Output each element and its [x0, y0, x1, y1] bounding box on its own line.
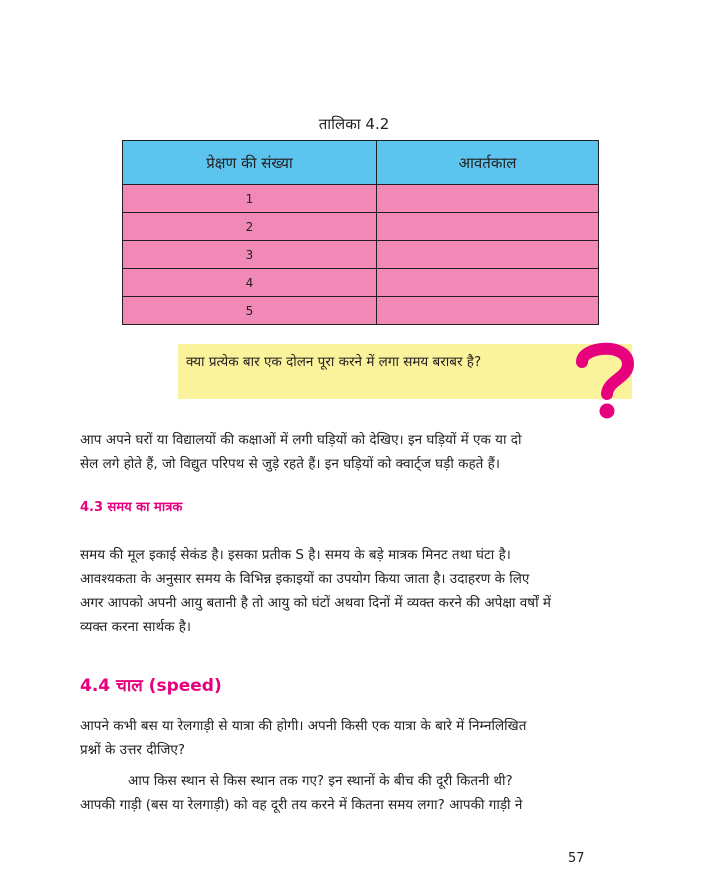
table-header-row: [123, 141, 599, 185]
question-mark-icon: [572, 340, 638, 420]
text-line-content: आप किस स्थान से किस स्थान तक गए? इन स्थानों के बीच की दूरी कितनी थी?: [128, 773, 513, 789]
section-heading-4-3: 4.3 समय का मात्रक: [80, 500, 183, 515]
table-row: [123, 269, 599, 297]
table-row: [123, 241, 599, 269]
text-line: व्यक्त करना सार्थक है।: [80, 619, 192, 635]
header-time-period: आवर्तकाल: [377, 141, 599, 185]
time-period-cell: [377, 297, 599, 325]
text-line: आवश्यकता के अनुसार समय के विभिन्न इकाइयों का उपयोग किया जाता है। उदाहरण के लिए: [80, 571, 530, 587]
table-row: [123, 297, 599, 325]
text-line: अगर आपको अपनी आयु बतानी है तो आयु को घंटों अथवा दिनों में व्यक्त करने की अपेक्षा वर्षों में: [80, 595, 551, 611]
header-observation-number: प्रेक्षण की संख्या: [123, 141, 377, 185]
text-line: [80, 769, 632, 793]
time-period-cell: [377, 185, 599, 213]
time-period-cell: [377, 213, 599, 241]
observation-number-cell: 4: [123, 269, 377, 297]
observation-table: [122, 140, 599, 325]
text-line: आपकी गाड़ी (बस या रेलगाड़ी) को वह दूरी तय करने में कितना समय लगा? आपकी गाड़ी ने: [80, 797, 523, 813]
time-period-cell: [377, 269, 599, 297]
table-caption: तालिका 4.2: [318, 115, 390, 133]
observation-number-cell: 2: [123, 213, 377, 241]
observation-number-cell: 1: [123, 185, 377, 213]
paragraph-unit-of-time: [80, 543, 632, 639]
question-text: क्या प्रत्येक बार एक दोलन पूरा करने में लगा समय बराबर है?: [186, 354, 482, 370]
text-line: आप अपने घरों या विद्यालयों की कक्षाओं में लगी घड़ियों को देखिए। इन घड़ियों में एक या दो: [80, 432, 522, 448]
observation-number-cell: 3: [123, 241, 377, 269]
text-line: आपने कभी बस या रेलगाड़ी से यात्रा की होगी। अपनी किसी एक यात्रा के बारे में निम्नलिखित: [80, 718, 527, 734]
section-heading-4-4: 4.4 चाल (speed): [80, 676, 222, 696]
table-row: [123, 185, 599, 213]
text-line: सेल लगे होते हैं, जो विद्युत परिपथ से जुड़े रहते हैं। इन घड़ियों को क्वार्ट्ज घड़ी कहते हैं।: [80, 456, 500, 472]
paragraph-quartz-clocks: [80, 428, 632, 476]
text-line: समय की मूल इकाई सेकंड है। इसका प्रतीक S है। समय के बड़े मात्रक मिनट तथा घंटा है।: [80, 547, 511, 563]
paragraph-journey-intro: [80, 714, 632, 762]
time-period-cell: [377, 241, 599, 269]
paragraph-journey-questions: [80, 769, 632, 817]
table-row: [123, 213, 599, 241]
observation-number-cell: 5: [123, 297, 377, 325]
text-line: प्रश्नों के उत्तर दीजिए?: [80, 742, 186, 758]
page-number: 57: [568, 851, 585, 866]
